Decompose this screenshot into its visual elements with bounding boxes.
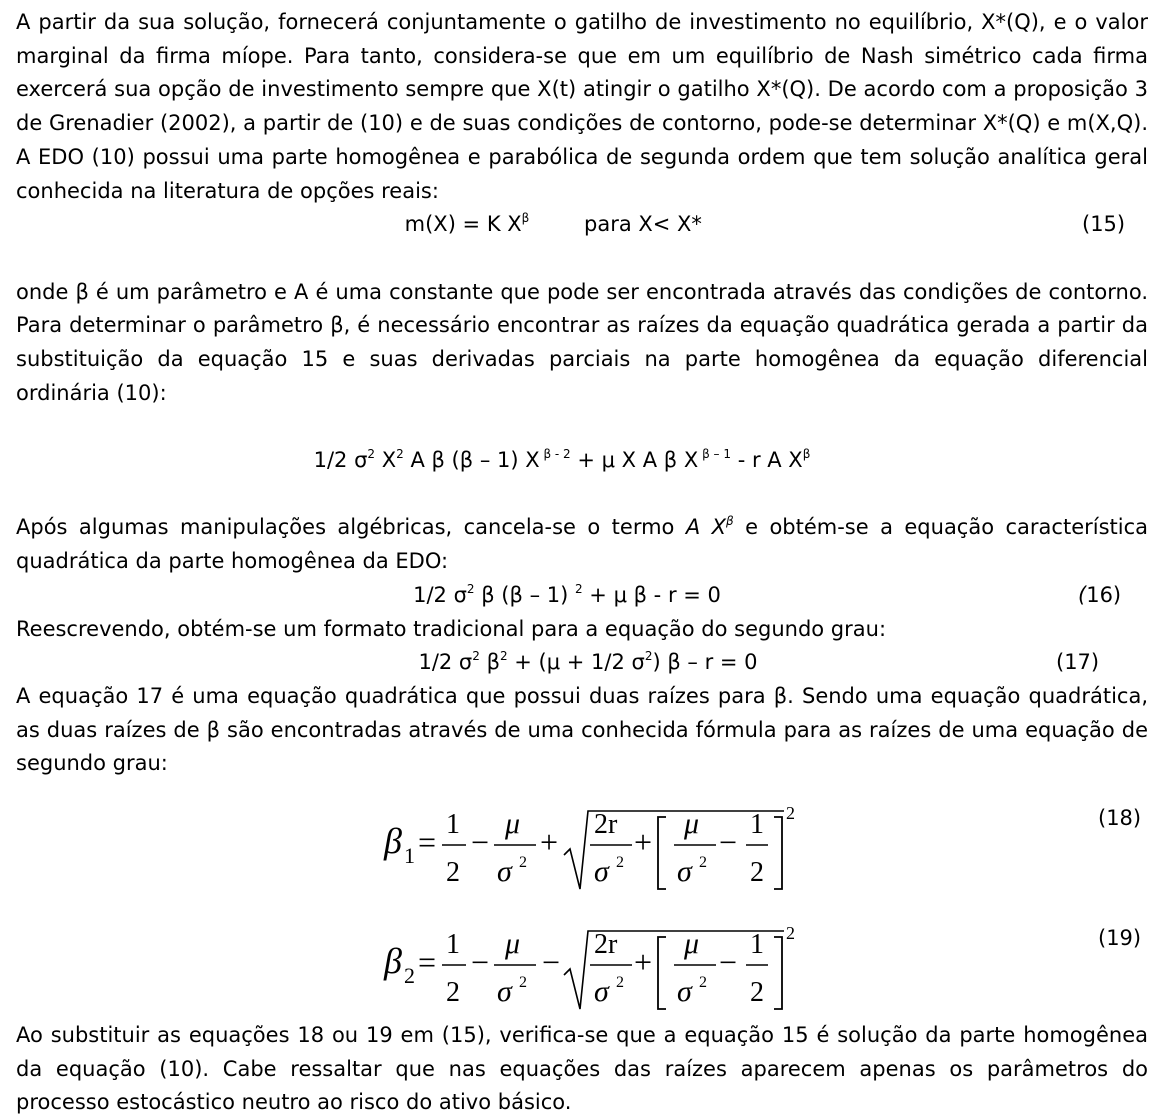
eq18-sigma-sq: 2 bbox=[616, 854, 624, 872]
eq19-formula bbox=[16, 901, 1148, 1019]
eq18-equals: = bbox=[418, 824, 437, 861]
eq18-minus: − bbox=[471, 824, 490, 861]
eq18-2r: 2r bbox=[594, 809, 618, 841]
eq18-beta-sub: 1 bbox=[404, 843, 415, 869]
eq18-one: 1 bbox=[446, 809, 460, 841]
eq16-body bbox=[0, 579, 1148, 613]
eq-sub-body bbox=[0, 444, 1148, 478]
eq18-sigma: σ bbox=[497, 855, 512, 889]
equation-substitution bbox=[16, 444, 1148, 478]
eq19-sigma: σ bbox=[677, 975, 692, 1009]
eq18-outer-sq: 2 bbox=[786, 803, 795, 824]
eq19-right-bracket bbox=[774, 937, 782, 1009]
eq19-left-bracket bbox=[658, 937, 666, 1009]
eq18-minus: − bbox=[719, 824, 738, 861]
eq19-beta-sub: 2 bbox=[404, 963, 415, 989]
eq15-number: (15) bbox=[1082, 212, 1126, 237]
eq-sub-part: - r A X bbox=[731, 448, 803, 473]
eq19-mu: μ bbox=[505, 927, 521, 961]
equation-15-body bbox=[0, 208, 1148, 242]
eq18-formula bbox=[16, 781, 1148, 899]
eq19-two: 2 bbox=[750, 977, 764, 1009]
equation-18 bbox=[16, 781, 1148, 899]
eq19-mu: μ bbox=[684, 927, 700, 961]
eq18-two: 2 bbox=[750, 857, 764, 889]
eq18-sigma: σ bbox=[677, 855, 692, 889]
eq-sub-sup: 2 bbox=[396, 447, 404, 462]
eq17-sup: 2 bbox=[472, 649, 480, 664]
eq18-sign: + bbox=[540, 824, 559, 861]
eq19-number: (19) bbox=[1098, 926, 1142, 951]
eq16-part: + μ β - r = 0 bbox=[582, 582, 721, 607]
paragraph-3-term bbox=[686, 515, 734, 539]
eq17-part: 1/2 σ bbox=[418, 650, 473, 675]
equation-15 bbox=[16, 208, 1148, 242]
eq18-one: 1 bbox=[750, 809, 764, 841]
equation-16 bbox=[16, 579, 1148, 613]
eq19-sigma-sq: 2 bbox=[699, 974, 707, 992]
eq19-outer-sq: 2 bbox=[786, 923, 795, 944]
eq17-sup: 2 bbox=[499, 649, 508, 664]
eq-sub-part: A β (β – 1) X bbox=[403, 448, 540, 473]
eq17-number: (17) bbox=[1056, 650, 1100, 675]
paragraph-3-text-a: Após algumas manipulações algébricas, cancela-se o termo bbox=[16, 515, 686, 540]
eq15-sup: β bbox=[521, 211, 530, 226]
eq-sub-part: + μ X A β X bbox=[570, 448, 699, 473]
eq18-beta: β bbox=[384, 821, 402, 862]
equation-19 bbox=[16, 901, 1148, 1019]
spacer bbox=[16, 242, 1148, 276]
paragraph-4: Reescrevendo, obtém-se um formato tradicional para a equação do segundo grau: bbox=[16, 616, 887, 641]
term-text: A X bbox=[685, 515, 726, 540]
eq18-right-bracket bbox=[774, 817, 782, 889]
eq-sub-sup: β - 2 bbox=[539, 447, 571, 462]
spacer bbox=[16, 410, 1148, 444]
eq15-lhs: m(X) = K X bbox=[404, 212, 522, 237]
eq18-two: 2 bbox=[446, 857, 460, 889]
eq18-sigma-sq: 2 bbox=[519, 854, 527, 872]
eq18-plus: + bbox=[634, 824, 653, 861]
paragraph-3-text-b: e obtém-se a equação característica quadrática da parte homogênea da EDO: bbox=[16, 515, 1149, 574]
eq18-mu: μ bbox=[505, 807, 521, 841]
eq19-two: 2 bbox=[446, 977, 460, 1009]
eq19-beta: β bbox=[384, 941, 402, 982]
eq19-plus: + bbox=[634, 944, 653, 981]
eq19-sigma-sq: 2 bbox=[519, 974, 527, 992]
eq19-one: 1 bbox=[446, 929, 460, 961]
eq19-sign: − bbox=[542, 944, 561, 981]
paragraph-5: A equação 17 é uma equação quadrática que possui duas raízes para β. Sendo uma equação quadrática, as duas raízes de β são encontradas através de uma conhecida fórmula para as raízes de uma equação de segundo grau: bbox=[16, 683, 1148, 776]
eq19-minus: − bbox=[719, 944, 738, 981]
eq16-part: 1/2 σ bbox=[413, 582, 467, 607]
eq17-sup: 2 bbox=[644, 649, 653, 664]
eq-sub-part: X bbox=[375, 448, 397, 473]
spacer bbox=[16, 478, 1148, 512]
eq18-left-bracket bbox=[658, 817, 666, 889]
eq16-number bbox=[1078, 579, 1121, 613]
eq19-sigma-sq: 2 bbox=[616, 974, 624, 992]
equation-17 bbox=[16, 646, 1148, 680]
eq19-2r: 2r bbox=[594, 929, 618, 961]
term-sup: β bbox=[726, 514, 734, 529]
eq17-part: β bbox=[479, 650, 500, 675]
eq16-sup: 2 bbox=[466, 581, 475, 596]
eq16-part: β (β – 1) bbox=[474, 582, 575, 607]
eq-sub-sup: β bbox=[802, 447, 811, 462]
paragraph-3 bbox=[16, 511, 1148, 578]
eq18-number: (18) bbox=[1098, 806, 1142, 831]
paragraph-1: A partir da sua solução, fornecerá conjuntamente o gatilho de investimento no equilíbrio, X*(Q), e o valor marginal da firma míope. Para tanto, considera-se que em um equilíbrio de Nash simétrico cada firma exercerá sua opção de investimento sempre que X(t) atingir o gatilho X*(Q). De acordo com a proposição 3 de Grenadier (2002), a partir de (10) e de suas condições de contorno, pode-se determinar X*(Q) e m(X,Q). A EDO (10) possui uma parte homogênea e parabólica de segunda ordem que tem solução analítica geral conhecida na literatura de opções reais: bbox=[16, 10, 1148, 203]
eq19-sigma: σ bbox=[497, 975, 512, 1009]
eq19-minus: − bbox=[471, 944, 490, 981]
eq19-sigma: σ bbox=[594, 975, 609, 1009]
eq18-mu: μ bbox=[684, 807, 700, 841]
eq16-number-rest: 16) bbox=[1086, 582, 1122, 607]
eq-sub-sup: 2 bbox=[367, 447, 376, 462]
eq18-sigma-sq: 2 bbox=[699, 854, 707, 872]
eq18-sigma: σ bbox=[594, 855, 609, 889]
eq-sub-sup: β – 1 bbox=[698, 447, 732, 462]
eq15-condition: para X< X* bbox=[584, 212, 702, 237]
eq17-part: + (μ + 1/2 σ bbox=[507, 650, 645, 675]
eq-sub-part: 1/2 σ bbox=[313, 448, 368, 473]
eq19-one: 1 bbox=[750, 929, 764, 961]
eq19-equals: = bbox=[418, 944, 437, 981]
document-page bbox=[16, 6, 1148, 1120]
paragraph-6: Ao substituir as equações 18 ou 19 em (15), verifica-se que a equação 15 é solução da parte homogênea da equação (10). Cabe ressaltar que nas equações das raízes aparecem apenas os parâmetros do processo estocástico neutro ao risco do ativo básico. bbox=[16, 1023, 1148, 1115]
eq17-body bbox=[28, 646, 1148, 680]
eq16-sup: 2 bbox=[574, 581, 583, 596]
eq16-number-open: ( bbox=[1078, 582, 1087, 607]
paragraph-2: onde β é um parâmetro e A é uma constante que pode ser encontrada através das condições de contorno. Para determinar o parâmetro β, é necessário encontrar as raízes da equação quadrática gerada a partir da substituição da equação 15 e suas derivadas parciais na parte homogênea da equação diferencial ordinária (10): bbox=[16, 279, 1148, 405]
eq17-part: ) β – r = 0 bbox=[652, 650, 758, 675]
